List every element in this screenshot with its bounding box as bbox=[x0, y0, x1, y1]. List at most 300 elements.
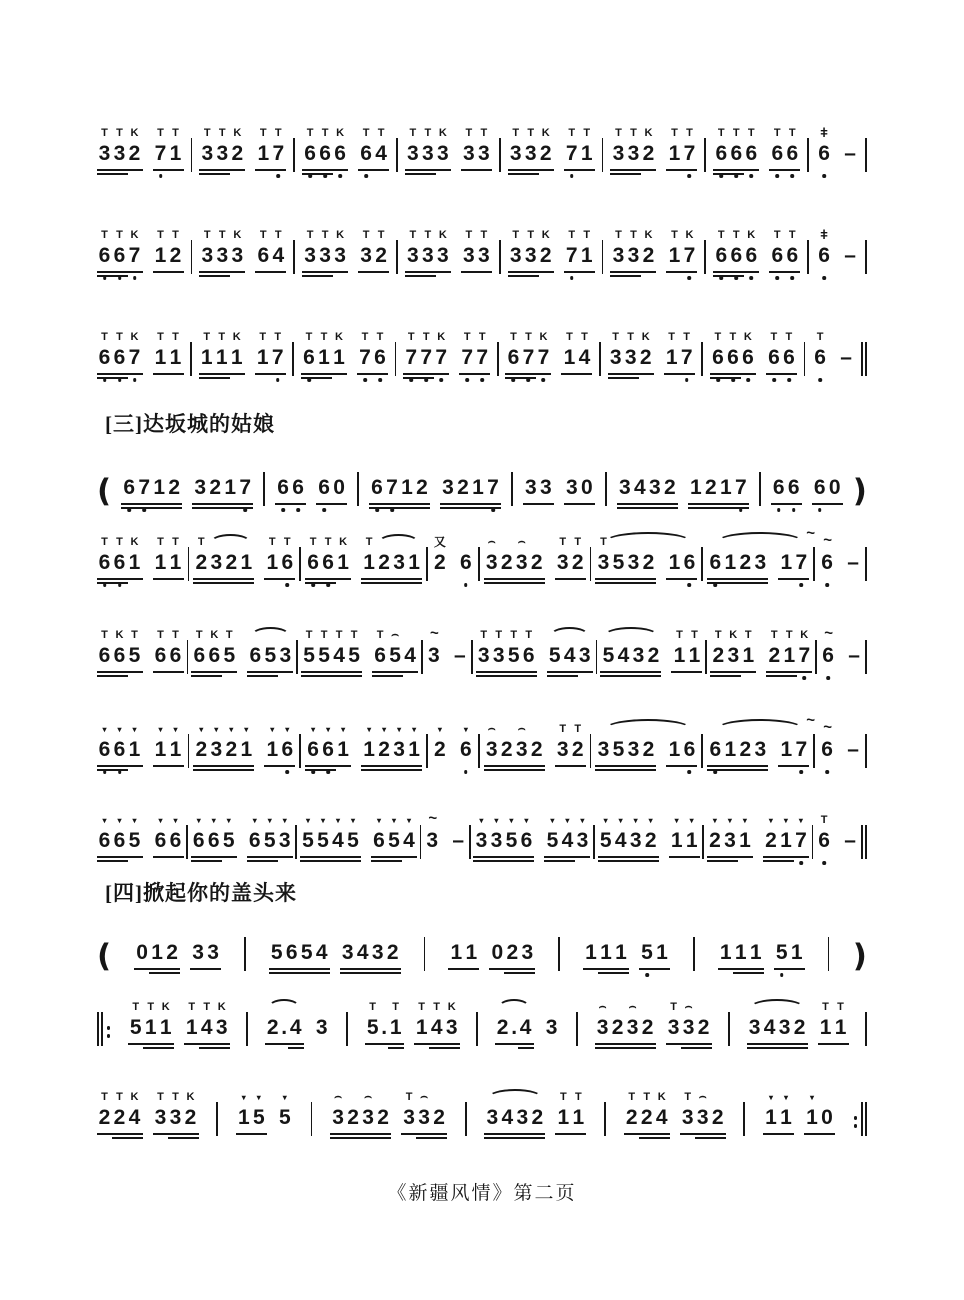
note bbox=[435, 226, 450, 282]
note bbox=[158, 998, 173, 1054]
note-digit: 4 bbox=[430, 1016, 443, 1039]
octave-dot bbox=[792, 1041, 807, 1054]
articulation-mark: ▾ bbox=[580, 816, 585, 825]
note bbox=[97, 720, 112, 776]
articulation-mark: ▾ bbox=[211, 816, 216, 825]
note-group bbox=[484, 533, 544, 589]
octave-dot bbox=[270, 371, 285, 384]
octave-dot bbox=[514, 763, 529, 776]
note-group bbox=[617, 458, 677, 514]
note bbox=[763, 1088, 778, 1144]
articulation-mark: T bbox=[495, 629, 503, 641]
note-digit: 2 bbox=[531, 1106, 544, 1129]
articulation-mark: ▾ bbox=[565, 816, 570, 825]
barline bbox=[186, 825, 188, 867]
note-digit: 6 bbox=[281, 738, 294, 761]
articulation-mark bbox=[128, 458, 131, 475]
barline bbox=[701, 734, 703, 776]
note bbox=[208, 458, 223, 514]
articulation-mark bbox=[785, 720, 788, 737]
articulation-mark: ⌢ bbox=[364, 1089, 373, 1103]
note bbox=[230, 226, 245, 282]
slur-arc bbox=[210, 534, 251, 551]
articulation-mark: T bbox=[670, 1001, 677, 1013]
note bbox=[97, 124, 112, 180]
note-digit: 2 bbox=[539, 142, 552, 165]
octave-dot bbox=[778, 1131, 793, 1144]
articulation-mark: T bbox=[480, 629, 488, 641]
note bbox=[191, 811, 206, 867]
measure bbox=[122, 458, 253, 514]
note bbox=[475, 328, 490, 384]
note bbox=[723, 533, 738, 589]
note-digit: 7 bbox=[359, 346, 371, 369]
note bbox=[818, 998, 833, 1054]
note-digit: 6 bbox=[113, 738, 126, 761]
note-group bbox=[485, 1088, 545, 1144]
measure bbox=[707, 811, 808, 867]
octave-dot bbox=[613, 854, 628, 867]
octave-dot bbox=[839, 371, 854, 384]
octave-dot bbox=[804, 1131, 819, 1144]
octave-dot bbox=[278, 669, 293, 682]
note-digit: 5 bbox=[278, 1106, 291, 1129]
octave-dot bbox=[797, 669, 812, 682]
note-digit: 2 bbox=[530, 738, 543, 761]
note bbox=[336, 533, 351, 589]
note bbox=[476, 226, 491, 282]
articulation-mark bbox=[759, 533, 762, 550]
note bbox=[738, 720, 753, 776]
articulation-mark: K bbox=[657, 1091, 666, 1103]
articulation-mark bbox=[714, 720, 717, 737]
note-digit: 5 bbox=[505, 829, 518, 852]
note-digit: 2 bbox=[378, 551, 390, 574]
note bbox=[153, 533, 168, 589]
note bbox=[317, 626, 332, 682]
measure bbox=[97, 533, 183, 589]
octave-dot bbox=[682, 167, 697, 180]
note bbox=[748, 923, 763, 979]
articulation-mark bbox=[496, 923, 499, 940]
octave-dot bbox=[508, 167, 523, 180]
measure bbox=[97, 720, 183, 776]
note-group bbox=[846, 720, 861, 776]
score-line bbox=[97, 328, 867, 384]
articulation-mark: T bbox=[785, 331, 793, 343]
measure bbox=[598, 811, 699, 867]
note bbox=[499, 533, 514, 589]
articulation-mark: T bbox=[218, 331, 226, 343]
note-digit: 6 bbox=[98, 244, 111, 267]
note bbox=[521, 328, 536, 384]
octave-dot bbox=[425, 854, 440, 867]
barline bbox=[292, 342, 294, 384]
measure bbox=[306, 720, 422, 776]
articulation-mark: T bbox=[600, 536, 607, 548]
note bbox=[269, 923, 284, 979]
note-digit: 3 bbox=[360, 244, 372, 267]
note-digit: – bbox=[844, 142, 856, 165]
articulation-mark: T bbox=[101, 229, 108, 241]
articulation-mark bbox=[647, 533, 650, 550]
note bbox=[820, 720, 835, 776]
octave-dot bbox=[846, 576, 861, 589]
articulation-mark: T bbox=[116, 1091, 123, 1103]
note-group bbox=[458, 533, 473, 589]
note bbox=[333, 124, 348, 180]
articulation-mark: K bbox=[729, 629, 738, 641]
articulation-mark: ~ bbox=[824, 625, 832, 642]
note bbox=[229, 328, 244, 384]
octave-dot bbox=[336, 763, 351, 776]
articulation-mark: T bbox=[630, 229, 637, 241]
note bbox=[684, 811, 699, 867]
note-digit: 1 bbox=[819, 1016, 832, 1039]
barline bbox=[357, 472, 359, 514]
octave-dot bbox=[639, 1131, 654, 1144]
measure bbox=[269, 923, 400, 979]
note bbox=[402, 1088, 417, 1144]
note-digit: 3 bbox=[524, 244, 537, 267]
articulation-mark: T bbox=[770, 331, 778, 343]
note bbox=[239, 720, 254, 776]
octave-dot bbox=[168, 763, 183, 776]
note-digit: 5 bbox=[128, 829, 141, 852]
articulation-mark: T bbox=[321, 127, 329, 139]
articulation-mark: ▾ bbox=[618, 816, 623, 825]
octave-dot bbox=[361, 1131, 376, 1144]
note bbox=[400, 458, 415, 514]
note-digit: 7 bbox=[405, 346, 418, 369]
measure bbox=[714, 226, 800, 282]
articulation-mark: ▾ bbox=[173, 816, 178, 825]
note bbox=[199, 998, 214, 1054]
articulation-mark: T bbox=[407, 331, 415, 343]
articulation-mark bbox=[795, 923, 798, 940]
note bbox=[595, 998, 610, 1054]
note bbox=[560, 811, 575, 867]
note-group bbox=[747, 998, 807, 1054]
note bbox=[514, 720, 529, 776]
articulation-mark: ▾ bbox=[305, 816, 310, 825]
articulation-mark bbox=[709, 458, 712, 475]
note-group bbox=[476, 626, 536, 682]
note-digit: 2 bbox=[434, 738, 446, 761]
barline bbox=[693, 937, 695, 979]
octave-dot bbox=[199, 371, 214, 384]
note bbox=[359, 124, 374, 180]
note-digit: 5 bbox=[366, 1016, 379, 1039]
measure bbox=[365, 998, 459, 1054]
articulation-mark: ⌢ bbox=[598, 999, 607, 1013]
note bbox=[707, 811, 722, 867]
octave-dot bbox=[679, 371, 694, 384]
note bbox=[471, 458, 486, 514]
note-digit: 5 bbox=[222, 829, 235, 852]
barline bbox=[704, 138, 706, 180]
note-group bbox=[97, 533, 142, 589]
note-group bbox=[404, 328, 449, 384]
note-digit: 6 bbox=[715, 142, 728, 165]
note-digit: 1 bbox=[585, 941, 597, 964]
note-digit: 2 bbox=[434, 551, 446, 574]
note-digit: 2 bbox=[642, 738, 655, 761]
articulation-mark: T bbox=[157, 331, 164, 343]
measure bbox=[97, 226, 183, 282]
note bbox=[625, 998, 640, 1054]
note-group bbox=[359, 226, 389, 282]
octave-dot bbox=[127, 1131, 142, 1144]
octave-dot bbox=[214, 371, 229, 384]
note-digit: 1 bbox=[465, 941, 478, 964]
articulation-mark: K bbox=[130, 229, 139, 241]
articulation-mark: K bbox=[339, 536, 348, 548]
note bbox=[236, 1088, 251, 1144]
octave-dot bbox=[153, 269, 168, 282]
octave-dot bbox=[625, 1041, 640, 1054]
barline bbox=[807, 240, 809, 282]
barline bbox=[396, 138, 398, 180]
note-digit: 1 bbox=[200, 346, 213, 369]
octave-dot bbox=[371, 854, 386, 867]
octave-dot bbox=[377, 576, 392, 589]
note bbox=[251, 1088, 266, 1144]
note-digit: 5 bbox=[507, 644, 520, 667]
articulation-mark bbox=[458, 626, 461, 643]
articulation-mark bbox=[729, 720, 732, 737]
note-digit: 6 bbox=[783, 346, 795, 369]
note bbox=[726, 626, 741, 682]
note-digit: 3 bbox=[475, 829, 488, 852]
note-group bbox=[667, 720, 697, 776]
note bbox=[206, 923, 221, 979]
articulation-mark bbox=[645, 923, 648, 940]
note bbox=[843, 811, 858, 867]
note bbox=[336, 720, 351, 776]
articulation-mark: ⌢ bbox=[684, 999, 693, 1013]
octave-dot bbox=[714, 269, 729, 282]
note-digit: 2 bbox=[711, 1106, 724, 1129]
note-group bbox=[414, 998, 459, 1054]
note bbox=[846, 720, 861, 776]
octave-dot bbox=[774, 966, 789, 979]
note-group bbox=[555, 720, 585, 776]
note bbox=[271, 124, 286, 180]
note-digit: 5 bbox=[347, 829, 359, 852]
articulation-mark: K bbox=[644, 229, 653, 241]
octave-dot bbox=[336, 576, 351, 589]
note-digit: 6 bbox=[98, 644, 111, 667]
note-digit: 3 bbox=[319, 244, 331, 267]
note-digit: 1 bbox=[834, 1016, 847, 1039]
measure bbox=[484, 533, 585, 589]
note-digit: 6 bbox=[277, 476, 289, 499]
measure bbox=[820, 533, 861, 589]
note bbox=[432, 720, 447, 776]
octave-dot bbox=[407, 763, 422, 776]
measure bbox=[476, 626, 592, 682]
note-digit: 5 bbox=[302, 829, 314, 852]
octave-dot bbox=[386, 854, 401, 867]
note bbox=[127, 720, 142, 776]
note bbox=[215, 124, 230, 180]
barline bbox=[296, 640, 298, 682]
note-group bbox=[843, 124, 858, 180]
octave-dot bbox=[789, 966, 804, 979]
note bbox=[143, 998, 158, 1054]
note-digit: 7 bbox=[272, 142, 285, 165]
note-digit: 3 bbox=[463, 142, 475, 165]
barline bbox=[596, 640, 598, 682]
note-digit: 1 bbox=[685, 829, 698, 852]
articulation-mark: ǂ bbox=[820, 227, 828, 242]
barline bbox=[188, 547, 190, 589]
note-digit: 1 bbox=[806, 1106, 818, 1129]
note-digit: 6 bbox=[285, 941, 298, 964]
note bbox=[474, 811, 489, 867]
barline bbox=[861, 342, 867, 384]
note-group bbox=[774, 923, 804, 979]
articulation-mark: ⌢ bbox=[517, 721, 526, 735]
measure bbox=[200, 226, 286, 282]
measure bbox=[718, 923, 804, 979]
octave-dot bbox=[555, 763, 570, 776]
octave-dot bbox=[682, 269, 697, 282]
note-group bbox=[545, 811, 590, 867]
note bbox=[626, 720, 641, 776]
note bbox=[284, 923, 299, 979]
octave-dot bbox=[376, 1131, 391, 1144]
note-digit: 2 bbox=[611, 1016, 624, 1039]
octave-dot bbox=[520, 966, 535, 979]
octave-dot bbox=[794, 763, 809, 776]
note-digit: 5 bbox=[388, 829, 400, 852]
note-digit: 6 bbox=[813, 476, 826, 499]
note-digit: 2 bbox=[416, 476, 428, 499]
note-group bbox=[97, 124, 142, 180]
note bbox=[405, 226, 420, 282]
octave-dot bbox=[538, 269, 553, 282]
octave-dot bbox=[812, 501, 827, 514]
note-digit: 3 bbox=[556, 738, 569, 761]
note-group bbox=[767, 626, 812, 682]
measure bbox=[135, 923, 221, 979]
note bbox=[291, 458, 306, 514]
articulation-mark: T bbox=[321, 229, 329, 241]
note-digit: 2 bbox=[625, 1106, 638, 1129]
articulation-mark: T bbox=[820, 814, 828, 826]
note bbox=[545, 811, 560, 867]
note bbox=[575, 811, 590, 867]
barline bbox=[701, 342, 703, 384]
note-group bbox=[97, 720, 142, 776]
articulation-mark: T bbox=[465, 229, 473, 241]
note-digit: 6 bbox=[768, 346, 780, 369]
note-digit: 7 bbox=[683, 142, 696, 165]
octave-dot bbox=[682, 576, 697, 589]
articulation-mark bbox=[409, 626, 412, 643]
note bbox=[688, 458, 703, 514]
articulation-mark: T bbox=[676, 629, 683, 641]
octave-dot bbox=[643, 854, 658, 867]
articulation-mark: T bbox=[422, 331, 430, 343]
articulation-mark: ▾ bbox=[768, 816, 773, 825]
note bbox=[435, 124, 450, 180]
barline bbox=[478, 547, 480, 589]
note-digit: 5 bbox=[263, 829, 276, 852]
note-digit: 4 bbox=[315, 941, 328, 964]
note bbox=[819, 1088, 834, 1144]
note-digit: 1 bbox=[790, 941, 803, 964]
note-digit: 2 bbox=[647, 644, 660, 667]
octave-dot bbox=[192, 669, 207, 682]
note bbox=[415, 458, 430, 514]
note bbox=[321, 720, 336, 776]
articulation-mark: K bbox=[334, 331, 343, 343]
note-digit: – bbox=[844, 829, 856, 852]
octave-dot bbox=[112, 576, 127, 589]
note-digit: 6 bbox=[334, 142, 346, 165]
articulation-mark: T bbox=[714, 331, 722, 343]
note bbox=[112, 811, 127, 867]
octave-dot bbox=[97, 763, 112, 776]
octave-dot bbox=[484, 763, 499, 776]
note bbox=[714, 226, 729, 282]
parenthesis: ( bbox=[97, 473, 112, 509]
articulation-mark: T bbox=[172, 629, 179, 641]
note-digit: 6 bbox=[745, 244, 758, 267]
octave-dot bbox=[778, 854, 793, 867]
articulation-mark: K bbox=[232, 331, 241, 343]
octave-dot bbox=[611, 576, 626, 589]
note bbox=[417, 1088, 432, 1144]
octave-dot bbox=[458, 763, 473, 776]
note bbox=[733, 923, 748, 979]
note bbox=[643, 811, 658, 867]
measure bbox=[714, 124, 800, 180]
note-digit: . bbox=[281, 1016, 288, 1039]
note-group bbox=[508, 124, 553, 180]
articulation-mark: K bbox=[641, 331, 650, 343]
note-group bbox=[595, 998, 655, 1054]
octave-dot bbox=[729, 269, 744, 282]
octave-dot bbox=[611, 763, 626, 776]
articulation-mark: ǂ bbox=[820, 125, 828, 140]
note-digit: 1 bbox=[151, 941, 163, 964]
barline bbox=[187, 640, 189, 682]
note-group bbox=[707, 811, 752, 867]
note-digit: 2 bbox=[266, 1016, 279, 1039]
measure bbox=[200, 124, 286, 180]
note-group bbox=[303, 226, 348, 282]
note-digit: 6 bbox=[814, 346, 826, 369]
articulation-mark bbox=[759, 720, 762, 737]
barline bbox=[244, 937, 246, 979]
note bbox=[794, 720, 809, 776]
articulation-mark bbox=[173, 458, 176, 475]
articulation-mark bbox=[526, 923, 529, 940]
barline bbox=[263, 472, 265, 514]
note-digit: 2 bbox=[768, 644, 781, 667]
articulation-mark: T bbox=[157, 536, 164, 548]
note-digit: 5 bbox=[264, 644, 277, 667]
note-digit: 1 bbox=[689, 476, 702, 499]
barline bbox=[299, 547, 301, 589]
articulation-mark: T bbox=[717, 229, 725, 241]
articulation-mark: T bbox=[463, 331, 471, 343]
note bbox=[664, 328, 679, 384]
